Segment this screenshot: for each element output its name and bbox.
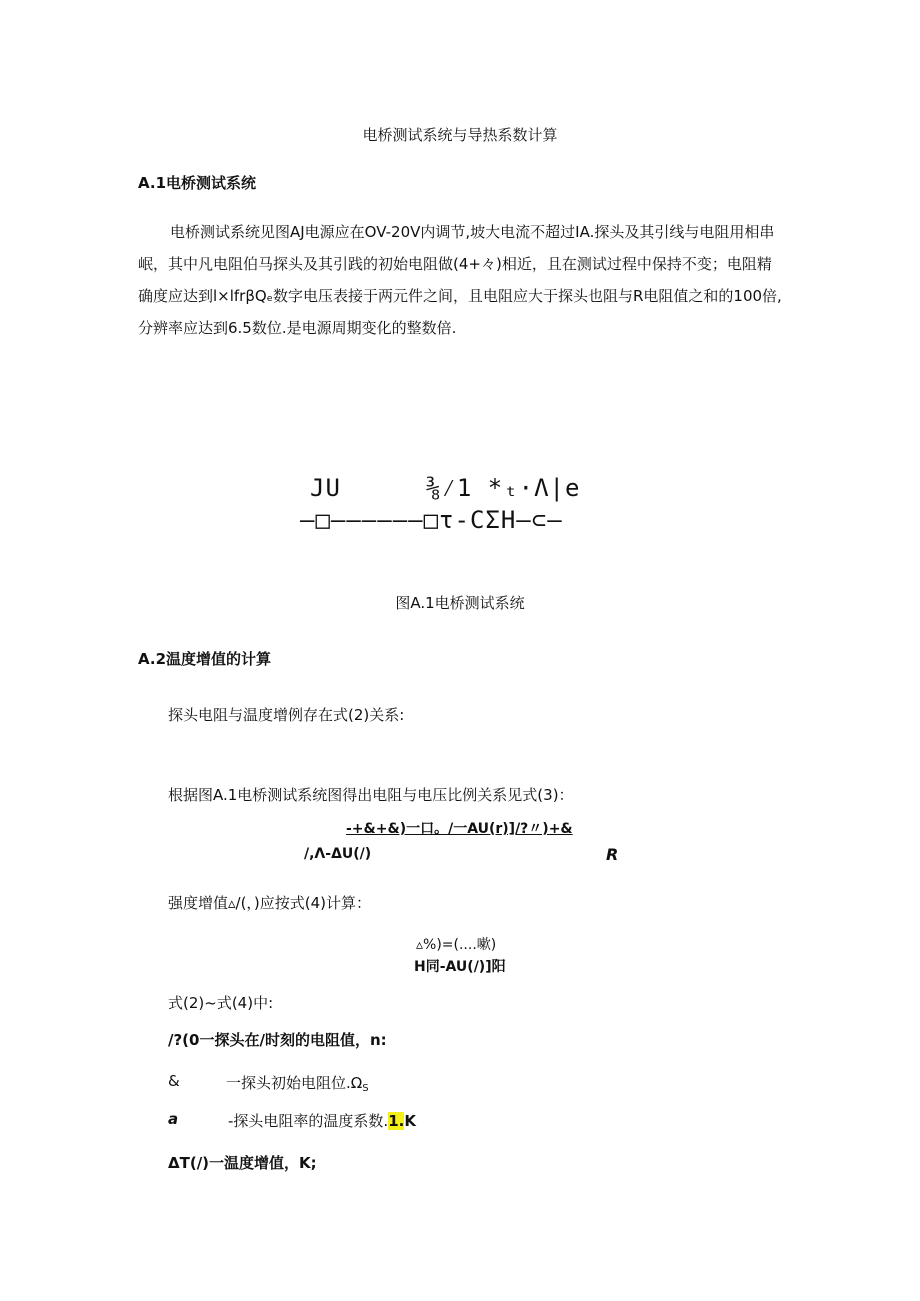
text-derive: 根据图A.1电桥测试系统图得出电阻与电压比例关系见式(3)： bbox=[168, 786, 574, 804]
section-heading-a2: A.2温度增值的计算 bbox=[138, 650, 272, 668]
definition-delta-t: ΔT(/)一温度增值，K; bbox=[168, 1154, 317, 1172]
definition-text: -探头电阻率的温度系数. bbox=[228, 1112, 389, 1130]
section-heading-a1: A.1电桥测试系统 bbox=[138, 174, 257, 192]
where-intro: 式(2)~式(4)中: bbox=[168, 994, 274, 1012]
definition-alpha-desc bbox=[228, 1110, 416, 1131]
definition-text: 一探头初始电阻位.Ω bbox=[226, 1074, 363, 1092]
equation-3-denominator: /,Λ-ΔU(/) bbox=[304, 846, 372, 862]
equation-4-top: ▵%)=(....嗽) bbox=[416, 937, 497, 953]
highlighted-text: 1. bbox=[388, 1112, 405, 1130]
paragraph-bridge-system bbox=[138, 216, 788, 344]
definition-r-t: /?(0一探头在/时刻的电阻值，n: bbox=[168, 1031, 387, 1049]
definition-unit: K bbox=[404, 1112, 416, 1130]
paragraph-line: 确度应达到l×lfrβQₑ数字电压表接于两元件之间，且电阻应大于探头也阻与R电阻值之和的100倍, bbox=[138, 287, 782, 305]
document-title: 电桥测试系统与导热系数计算 bbox=[362, 126, 558, 144]
diagram-top-row-right: ⅜⁄1 *ₜ·Λ|e bbox=[426, 474, 581, 502]
text-calc: 强度增值▵/(，)应按式(4)计算： bbox=[168, 894, 372, 912]
diagram-top-row-left: JU bbox=[310, 474, 341, 502]
definition-symbol-alpha: a bbox=[168, 1110, 179, 1128]
figure-caption: 图A.1电桥测试系统 bbox=[395, 594, 525, 612]
paragraph-line: 岷，其中凡电阻伯马探头及其引践的初始电阻做(4+々)相近，且在测试过程中保持不变；电阻精 bbox=[138, 255, 772, 273]
equation-4-bottom: H同-AU(/)]阳 bbox=[414, 959, 506, 975]
paragraph-line: 分辨率应达到6.5数位.是电源周期变化的整数倍. bbox=[138, 319, 457, 337]
definition-subscript: S bbox=[362, 1083, 369, 1094]
equation-3-right-symbol: R bbox=[606, 845, 619, 864]
diagram-circuit-line: —□——————□τ-CΣH—⊂— bbox=[300, 506, 563, 534]
text-relation: 探头电阻与温度增例存在式(2)关系: bbox=[168, 706, 405, 724]
definition-r0-desc bbox=[226, 1072, 369, 1094]
equation-3-numerator: -+&+&)一口。/一AU(r)]/?〃)+& bbox=[346, 821, 573, 837]
paragraph-line: 电桥测试系统见图AJ电源应在OV-20V内调节,坡大电流不超过IA.探头及其引线与电阻用相串 bbox=[170, 223, 775, 241]
definition-symbol-r0: & bbox=[168, 1072, 180, 1090]
